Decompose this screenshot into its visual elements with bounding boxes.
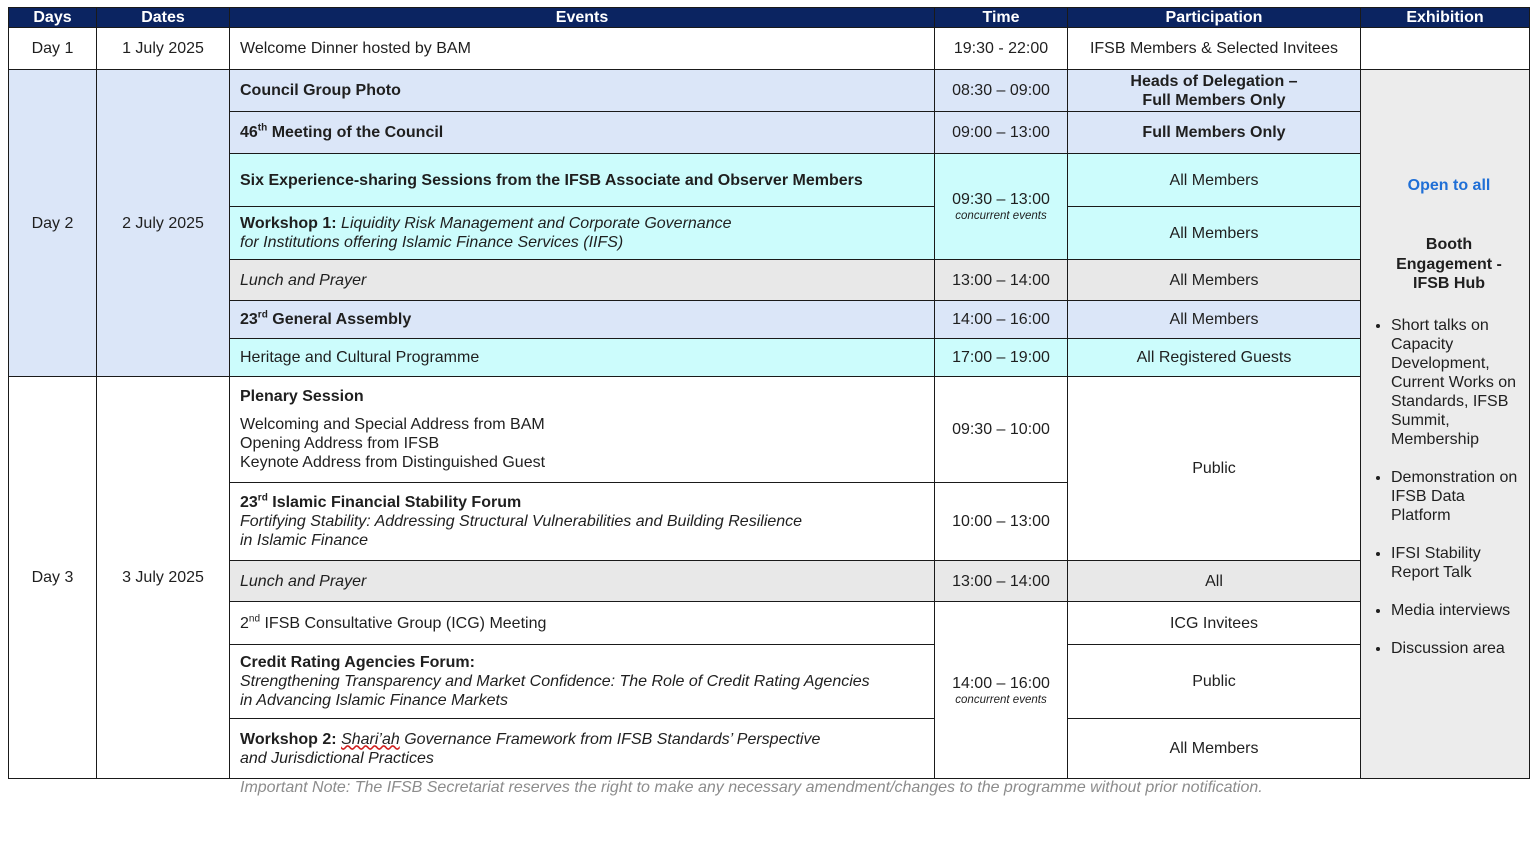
event-cell	[230, 483, 935, 561]
day-label: Day 3	[9, 377, 97, 779]
participation-cell: All Members	[1068, 207, 1361, 260]
time-cell: 19:30 - 22:00	[935, 28, 1068, 70]
table-row	[9, 645, 1530, 719]
event-cell	[230, 112, 935, 154]
participation-cell: All	[1068, 561, 1361, 602]
plenary-line: Opening Address from IFSB	[240, 435, 440, 452]
time-value: 14:00 – 16:00	[952, 674, 1050, 692]
participation-cell: All Registered Guests	[1068, 339, 1361, 377]
participation-cell: All Members	[1068, 719, 1361, 779]
header-participation: Participation	[1068, 8, 1361, 28]
date-label: 1 July 2025	[97, 28, 230, 70]
ordinal-number: 46	[240, 124, 258, 141]
table-row	[9, 260, 1530, 301]
event-cell	[230, 719, 935, 779]
plenary-line: Keynote Address from Distinguished Guest	[240, 454, 546, 471]
event-cell	[230, 207, 935, 260]
forum-title	[240, 493, 924, 512]
list-item: • Short talks on Capacity Development, Current Works on Standards, IFSB Summit, Membership	[1391, 316, 1523, 449]
booth-title-line: IFSB Hub	[1413, 275, 1485, 292]
booth-title-line: Booth	[1425, 236, 1473, 253]
event-title: IFSB Consultative Group (ICG) Meeting	[260, 614, 547, 632]
event-cell: Six Experience-sharing Sessions from the IFSB Associate and Observer Members	[230, 154, 935, 207]
event-cell	[230, 645, 935, 719]
participation-cell: Full Members Only	[1068, 112, 1361, 154]
ordinal-number: 2	[240, 614, 249, 632]
workshop-label: Workshop 1:	[240, 215, 337, 232]
credit-subtitle: in Advancing Islamic Finance Markets	[240, 692, 508, 709]
table-row	[9, 70, 1530, 112]
participation-cell: Public	[1068, 377, 1361, 561]
ordinal-suffix: th	[257, 122, 268, 134]
participation-line: Heads of Delegation –	[1130, 72, 1298, 90]
time-cell: 10:00 – 13:00	[935, 483, 1068, 561]
workshop-title-line2: for Institutions offering Islamic Finance Services (IIFS)	[240, 234, 624, 251]
ordinal-number: 23	[240, 311, 258, 328]
header-exhibition: Exhibition	[1361, 8, 1530, 28]
list-item: • Discussion area	[1391, 639, 1523, 658]
exhibition-empty-cell	[1361, 28, 1530, 70]
table-row	[9, 602, 1530, 645]
participation-cell: All Members	[1068, 154, 1361, 207]
ordinal-number: 23	[240, 494, 258, 511]
workshop-title: Liquidity Risk Management and Corporate Governance	[336, 215, 732, 232]
credit-title: Credit Rating Agencies Forum:	[240, 654, 475, 671]
plenary-line: Welcoming and Special Address from BAM	[240, 416, 545, 433]
table-row	[9, 377, 1530, 483]
ordinal-suffix: rd	[257, 492, 268, 504]
table-row	[9, 561, 1530, 602]
table-row	[9, 301, 1530, 339]
event-cell	[230, 377, 935, 483]
time-cell: 13:00 – 14:00	[935, 260, 1068, 301]
participation-cell: Public	[1068, 645, 1361, 719]
time-cell: 09:00 – 13:00	[935, 112, 1068, 154]
concurrent-note: concurrent events	[955, 210, 1047, 222]
open-to-all-label: Open to all	[1407, 177, 1491, 194]
participation-cell: All Members	[1068, 301, 1361, 339]
forum-subtitle: in Islamic Finance	[240, 532, 369, 549]
workshop-label: Workshop 2:	[240, 730, 337, 748]
booth-title-line: Engagement -	[1396, 255, 1502, 273]
participation-cell	[1068, 70, 1361, 112]
event-cell	[230, 301, 935, 339]
plenary-title: Plenary Session	[240, 388, 364, 405]
forum-title-text: Islamic Financial Stability Forum	[267, 494, 522, 511]
event-title: Meeting of the Council	[267, 124, 444, 141]
time-value: 09:30 – 13:00	[952, 191, 1050, 208]
header-events: Events	[230, 8, 935, 28]
day-label: Day 2	[9, 70, 97, 377]
participation-cell: IFSB Members & Selected Invitees	[1068, 28, 1361, 70]
table-row	[9, 339, 1530, 377]
event-cell: Heritage and Cultural Programme	[230, 339, 935, 377]
event-cell: Welcome Dinner hosted by BAM	[230, 28, 935, 70]
event-cell: Lunch and Prayer	[230, 260, 935, 301]
important-note: Important Note: The IFSB Secretariat reserves the right to make any necessary amendment/changes to the programme without prior notification.	[240, 779, 1263, 796]
event-title: General Assembly	[267, 311, 412, 328]
date-label: 3 July 2025	[97, 377, 230, 779]
time-cell: 13:00 – 14:00	[935, 561, 1068, 602]
event-cell: Council Group Photo	[230, 70, 935, 112]
exhibition-cell	[1361, 70, 1530, 779]
list-item: • Media interviews	[1391, 601, 1523, 620]
time-cell: 09:30 – 10:00	[935, 377, 1068, 483]
header-row	[9, 8, 1530, 28]
participation-cell: ICG Invitees	[1068, 602, 1361, 645]
header-dates: Dates	[97, 8, 230, 28]
time-cell: 14:00 – 16:00	[935, 301, 1068, 339]
event-cell	[230, 602, 935, 645]
time-cell	[935, 602, 1068, 779]
programme-table	[8, 7, 1530, 779]
time-cell	[935, 154, 1068, 260]
time-cell: 08:30 – 09:00	[935, 70, 1068, 112]
ordinal-suffix: nd	[248, 613, 261, 625]
forum-subtitle: Fortifying Stability: Addressing Structural Vulnerabilities and Building Resilience	[240, 513, 803, 530]
header-time: Time	[935, 8, 1068, 28]
date-label: 2 July 2025	[97, 70, 230, 377]
event-cell: Lunch and Prayer	[230, 561, 935, 602]
list-item: • Demonstration on IFSB Data Platform	[1391, 468, 1523, 525]
concurrent-note: concurrent events	[955, 693, 1047, 706]
header-days: Days	[9, 8, 97, 28]
credit-subtitle: Strengthening Transparency and Market Confidence: The Role of Credit Rating Agencies	[240, 673, 870, 690]
ordinal-suffix: rd	[257, 309, 268, 321]
workshop-title: Governance Framework from IFSB Standards’ Perspective	[399, 730, 821, 748]
table-row	[9, 28, 1530, 70]
table-row	[9, 154, 1530, 207]
sharia-word: Shari’ah	[341, 730, 400, 748]
participation-cell: All Members	[1068, 260, 1361, 301]
table-row	[9, 112, 1530, 154]
day-label: Day 1	[9, 28, 97, 70]
workshop-title-line2: and Jurisdictional Practices	[240, 749, 434, 767]
participation-line: Full Members Only	[1142, 91, 1286, 109]
booth-title	[1375, 235, 1523, 294]
exhibition-list	[1375, 316, 1523, 658]
table-row	[9, 207, 1530, 260]
list-item: • IFSI Stability Report Talk	[1391, 544, 1523, 582]
time-cell: 17:00 – 19:00	[935, 339, 1068, 377]
table-row	[9, 719, 1530, 779]
